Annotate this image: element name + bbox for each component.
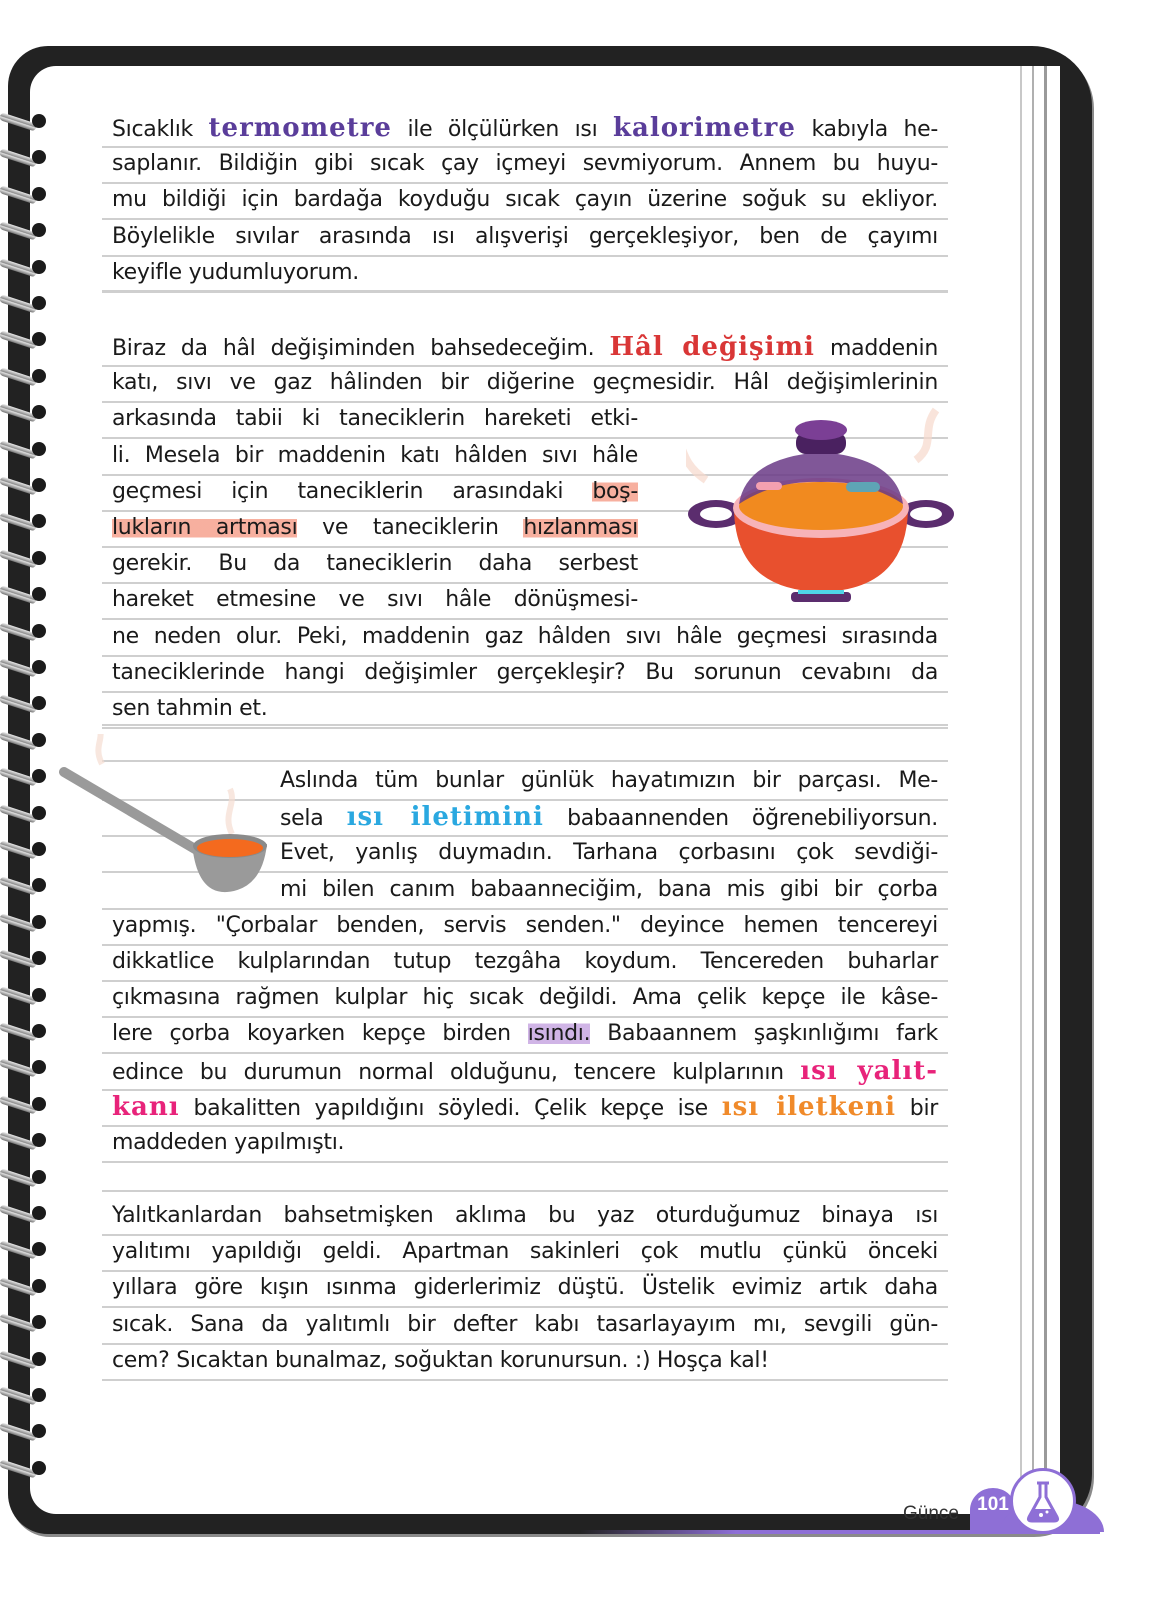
text-line (112, 1343, 938, 1379)
text-run: bakalitten yapıldığını söyledi. Çelik kepçe ise (179, 1095, 722, 1121)
spiral-ring (0, 1236, 48, 1258)
text-line (112, 474, 638, 510)
text-line (112, 944, 938, 980)
spiral-ring (0, 727, 48, 749)
spiral-ring (0, 508, 48, 530)
text-line (280, 763, 938, 799)
text-line (112, 582, 638, 618)
text-line (112, 219, 938, 255)
footer-title: Günce (903, 1503, 959, 1524)
text-line (112, 1125, 938, 1161)
text-run: Böylelikle sıvılar arasında ısı alışverişi gerçekleşiyor, ben de çayımı (112, 223, 938, 249)
spiral-ring (0, 872, 48, 894)
spiral-ring (0, 1054, 48, 1076)
spiral-ring (0, 290, 48, 312)
spiral-binding (0, 70, 60, 1470)
text-line (112, 146, 938, 182)
text-run: gerekir. Bu da taneciklerin daha serbest (112, 551, 638, 577)
spiral-ring (0, 1200, 48, 1222)
ruled-line (102, 727, 948, 729)
page-edges (1014, 66, 1060, 1514)
text-line (112, 1234, 938, 1270)
highlighted-term: ısındı. (527, 1021, 591, 1047)
spiral-ring (0, 144, 48, 166)
text-run: keyifle yudumluyorum. (112, 259, 359, 285)
text-line (112, 365, 938, 401)
text-run: maddenin (814, 336, 938, 361)
text-line (112, 691, 938, 727)
text-run: yıllara göre kışın ısınma giderlerimiz düştü. Üstelik evimiz artık daha (112, 1275, 938, 1301)
ruled-line (102, 1379, 948, 1381)
spiral-ring (0, 108, 48, 130)
highlighted-term: hızlanması (523, 514, 638, 540)
text-line (112, 1307, 938, 1343)
text-run: ile ölçülürken ısı (391, 117, 613, 142)
text-run: hareket etmesine ve sıvı hâle dönüşmesi- (112, 587, 638, 613)
text-run: Biraz da hâl değişiminden bahsedeceğim. (112, 336, 610, 361)
spiral-ring (0, 654, 48, 676)
text-run: bir (895, 1095, 939, 1121)
text-line (112, 619, 938, 655)
ladle-icon (52, 734, 282, 904)
spiral-ring (0, 1127, 48, 1149)
text-run: maddeden yapılmıştı. (112, 1129, 345, 1155)
text-line (112, 546, 638, 582)
text-line (112, 1270, 938, 1306)
text-run: lere çorba koyarken kepçe birden (112, 1021, 528, 1047)
highlighted-term: lukların artması (112, 514, 298, 540)
spiral-ring (0, 363, 48, 385)
text-run: katı, sıvı ve gaz hâlinden bir diğerine geçmesidir. Hâl değişimlerinin (112, 370, 938, 396)
spiral-ring (0, 945, 48, 967)
text-run: geçmesi için taneciklerin arasındaki (112, 478, 593, 504)
text-run: arkasında tabii ki taneciklerin hareketi etki- (112, 406, 638, 432)
cooking-pot-icon (686, 400, 956, 610)
text-run: Babaannem şaşkınlığımı fark (590, 1021, 938, 1047)
spiral-ring (0, 326, 48, 348)
text-line (280, 835, 938, 871)
spiral-ring (0, 690, 48, 712)
text-run: cem? Sıcaktan bunalmaz, soğuktan korunursun. :) Hoşça kal! (112, 1347, 769, 1373)
text-run: çıkmasına rağmen kulplar hiç sıcak değildi. Ama çelik kepçe ile kâse- (112, 985, 938, 1011)
flask-badge (1010, 1468, 1076, 1534)
highlighted-term: ısı yalıt- (800, 1055, 938, 1086)
text-run: li. Mesela bir maddenin katı hâlden sıvı hâle (112, 442, 638, 468)
text-run: edince bu durumun normal olduğunu, tencere kulplarının (112, 1059, 801, 1085)
spiral-ring (0, 1418, 48, 1440)
text-run: Aslında tüm bunlar günlük hayatımızın bir parçası. Me- (280, 768, 938, 793)
spiral-ring (0, 399, 48, 421)
page-number: 101 (977, 1494, 1009, 1515)
text-run: ve taneciklerin (297, 514, 524, 540)
text-line (112, 182, 938, 218)
highlighted-term: termometre (208, 113, 392, 143)
text-line (112, 329, 938, 365)
text-run: babaannenden öğrenebiliyorsun. (543, 806, 938, 832)
text-run: taneciklerinde hangi değişimler gerçekleşir? Bu sorunun cevabını da (112, 659, 938, 685)
flask-icon (1013, 1471, 1073, 1531)
spiral-ring (0, 436, 48, 458)
highlighted-term: boş- (592, 478, 638, 504)
spiral-ring (0, 1273, 48, 1295)
text-run: yalıtımı yapıldığı geldi. Apartman sakinleri çok mutlu çünkü önceki (112, 1239, 938, 1265)
highlighted-term: ısı iletkeni (721, 1091, 896, 1122)
spiral-ring (0, 254, 48, 276)
ruled-line (102, 1161, 948, 1163)
highlighted-term: kalorimetre (612, 113, 796, 143)
text-run: sıcak. Sana da yalıtımlı bir defter kabı tasarlayayım mı, sevgili gün- (112, 1311, 938, 1337)
text-line (112, 401, 638, 437)
text-line (112, 655, 938, 691)
text-line (112, 510, 638, 546)
highlighted-term: Hâl değişimi (609, 332, 815, 362)
text-run: mi bilen canım babaanneciğim, bana mis gibi bir çorba (280, 876, 938, 902)
text-run: yapmış. "Çorbalar benden, servis senden." deyince hemen tencereyi (112, 912, 938, 938)
spiral-ring (0, 1018, 48, 1040)
highlighted-term: ısı iletimini (346, 802, 544, 833)
spiral-ring (0, 1346, 48, 1368)
spiral-ring (0, 909, 48, 931)
text-line (112, 1016, 938, 1052)
text-line (280, 872, 938, 908)
spiral-ring (0, 472, 48, 494)
text-run: sela (280, 806, 347, 832)
text-run: kabıyla he- (795, 117, 938, 142)
spiral-ring (0, 1309, 48, 1331)
text-line (112, 1198, 938, 1234)
text-line (112, 110, 938, 146)
text-line (112, 1053, 938, 1089)
highlighted-term: kanı (112, 1091, 180, 1122)
paragraph-1 (112, 110, 938, 291)
spiral-ring (0, 763, 48, 785)
text-line (112, 438, 638, 474)
spiral-ring (0, 181, 48, 203)
paragraph-4 (112, 1198, 938, 1379)
text-run: Yalıtkanlardan bahsetmişken aklıma bu yaz oturduğumuz binaya ısı (112, 1203, 938, 1228)
text-line (112, 908, 938, 944)
spiral-ring (0, 545, 48, 567)
text-run: mu bildiği için bardağa koyduğu sıcak çayın üzerine soğuk su ekliyor. (112, 187, 938, 213)
text-line (280, 799, 938, 835)
spiral-ring (0, 1164, 48, 1186)
text-line (112, 1089, 938, 1125)
spiral-ring (0, 581, 48, 603)
spiral-ring (0, 618, 48, 640)
text-run: dikkatlice kulplarından tutup tezgâha koydum. Tencereden buharlar (112, 948, 938, 974)
spiral-ring (0, 1382, 48, 1404)
spiral-ring (0, 1091, 48, 1113)
text-run: sen tahmin et. (112, 695, 268, 721)
spiral-ring (0, 982, 48, 1004)
text-run: saplanır. Bildiğin gibi sıcak çay içmeyi sevmiyorum. Annem bu huyu- (112, 151, 938, 177)
text-run: Sıcaklık (112, 117, 209, 142)
ruled-line (102, 1190, 948, 1192)
spiral-ring (0, 800, 48, 822)
text-line (112, 980, 938, 1016)
text-run: ne neden olur. Peki, maddenin gaz hâlden sıvı hâle geçmesi sırasında (112, 623, 938, 649)
spiral-ring (0, 836, 48, 858)
text-line (112, 255, 938, 291)
spiral-ring (0, 217, 48, 239)
text-run: Evet, yanlış duymadın. Tarhana çorbasını çok sevdiği- (280, 840, 938, 866)
